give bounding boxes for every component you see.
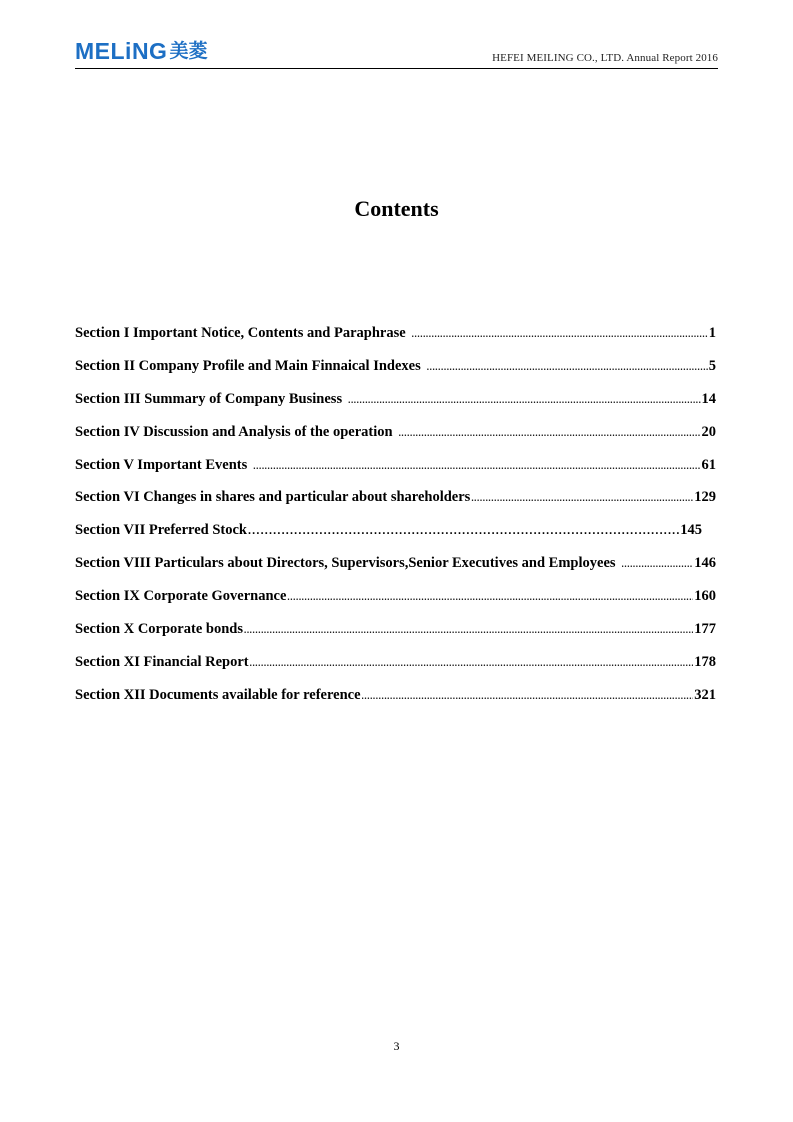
toc-entry-label: Section XI Financial Report [75, 653, 249, 670]
toc-entry-label: Section VII Preferred Stock [75, 522, 247, 539]
running-title: HEFEI MEILING CO., LTD. Annual Report 2016 [492, 52, 718, 64]
toc-entry-page: 146 [694, 555, 716, 572]
toc-leader-dots [412, 329, 708, 339]
toc-entry[interactable] [75, 555, 716, 588]
toc-entry-label: Section I Important Notice, Contents and Paraphrase [75, 325, 406, 341]
logo-latin-text: MELiNG [75, 38, 168, 64]
toc-entry-page: 321 [694, 686, 716, 703]
toc-leader-dots [244, 625, 693, 635]
toc-leader-dots [248, 523, 679, 538]
toc-leader-dots [622, 559, 694, 569]
toc-leader-dots [253, 461, 700, 471]
page-number: 3 [393, 1039, 400, 1053]
toc-entry[interactable] [75, 325, 716, 358]
toc-entry[interactable] [75, 424, 716, 457]
toc-leader-dots [348, 395, 700, 405]
page-title: Contents [354, 196, 439, 221]
toc-leader-dots [287, 592, 693, 602]
toc-entry[interactable] [75, 457, 716, 490]
toc-entry[interactable] [75, 621, 716, 654]
toc-leader-dots [250, 658, 694, 668]
toc-entry-page: 5 [708, 357, 716, 374]
table-of-contents [75, 325, 716, 720]
toc-leader-dots [427, 362, 708, 372]
toc-entry-page: 178 [694, 653, 716, 670]
toc-entry-label: Section V Important Events [75, 456, 248, 473]
toc-leader-dots [399, 428, 701, 438]
toc-entry[interactable] [75, 522, 716, 555]
toc-entry-label: Section IV Discussion and Analysis of the operation [75, 423, 393, 440]
toc-leader-dots [471, 493, 693, 503]
toc-entry-label: Section XII Documents available for reference [75, 686, 361, 703]
toc-entry-page: 160 [694, 588, 716, 605]
toc-entry-label: Section VI Changes in shares and particular about shareholders [75, 489, 471, 506]
logo-cjk-text: 美菱 [169, 40, 208, 62]
page-header [75, 36, 718, 70]
toc-entry-page: 129 [694, 489, 716, 506]
toc-entry[interactable] [75, 358, 716, 391]
toc-entry[interactable] [75, 489, 716, 522]
header-rule [75, 68, 718, 69]
toc-entry-page: 14 [701, 390, 716, 407]
toc-leader-dots [362, 691, 694, 701]
toc-entry-page: 61 [701, 456, 716, 473]
toc-entry-label: Section II Company Profile and Main Finnaical Indexes [75, 357, 421, 374]
toc-entry[interactable] [75, 687, 716, 720]
toc-entry-label: Section VIII Particulars about Directors, Supervisors,Senior Executives and Employees [75, 555, 616, 572]
toc-entry-page: 1 [708, 325, 716, 341]
toc-entry-page: 20 [701, 423, 716, 440]
toc-entry[interactable] [75, 391, 716, 424]
toc-entry-label: Section III Summary of Company Business [75, 390, 343, 407]
toc-entry-label: Section X Corporate bonds [75, 621, 243, 638]
toc-entry-page: 145 [680, 522, 702, 539]
toc-entry[interactable] [75, 588, 716, 621]
meiling-logo [75, 38, 207, 64]
toc-entry-page: 177 [694, 621, 716, 638]
toc-entry[interactable] [75, 654, 716, 687]
toc-entry-label: Section IX Corporate Governance [75, 588, 287, 605]
